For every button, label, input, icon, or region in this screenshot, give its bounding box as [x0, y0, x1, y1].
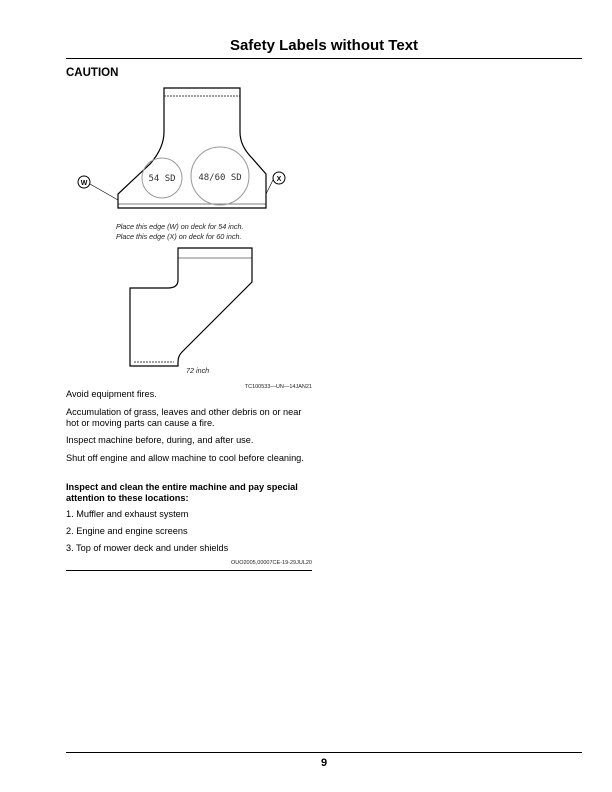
marker-w-label: W [80, 180, 88, 187]
title-divider [66, 58, 582, 59]
list-item-1: 1. Muffler and exhaust system [66, 509, 189, 519]
figure-caption-1: Place this edge (W) on deck for 54 inch. [116, 222, 244, 231]
footer-divider [66, 752, 582, 753]
page-number: 9 [320, 757, 328, 769]
paragraph-3: Inspect machine before, during, and after use. [66, 435, 254, 445]
safety-label-figure [66, 84, 326, 394]
paragraph-2: Accumulation of grass, leaves and other debris on or near hot or moving parts can cause a fire. [66, 407, 302, 428]
paragraph-4: Shut off engine and allow machine to cool before cleaning. [66, 453, 304, 463]
bold-instruction: Inspect and clean the entire machine and pay special attention to these locations: [66, 482, 298, 503]
figure-id: TC100533—UN—14JAN21 [244, 384, 312, 390]
page-title: Safety Labels without Text [229, 37, 419, 54]
paragraph-1: Avoid equipment fires. [66, 389, 157, 399]
caution-heading: CAUTION [66, 67, 119, 79]
upper-label-outline [118, 88, 266, 208]
document-id: OUO2005,00007CE-19-29JUL20 [230, 560, 312, 566]
label-54sd: 54 SD [148, 174, 176, 184]
list-item-2: 2. Engine and engine screens [66, 526, 188, 536]
lower-label-outline [130, 248, 252, 366]
list-item-3: 3. Top of mower deck and under shields [66, 543, 229, 553]
label-48-60sd: 48/60 SD [198, 173, 242, 183]
figure-caption-72: 72 inch [186, 366, 210, 375]
marker-x-label: X [276, 176, 282, 183]
section-divider [66, 570, 312, 571]
figure-caption-2: Place this edge (X) on deck for 60 inch. [116, 232, 242, 241]
